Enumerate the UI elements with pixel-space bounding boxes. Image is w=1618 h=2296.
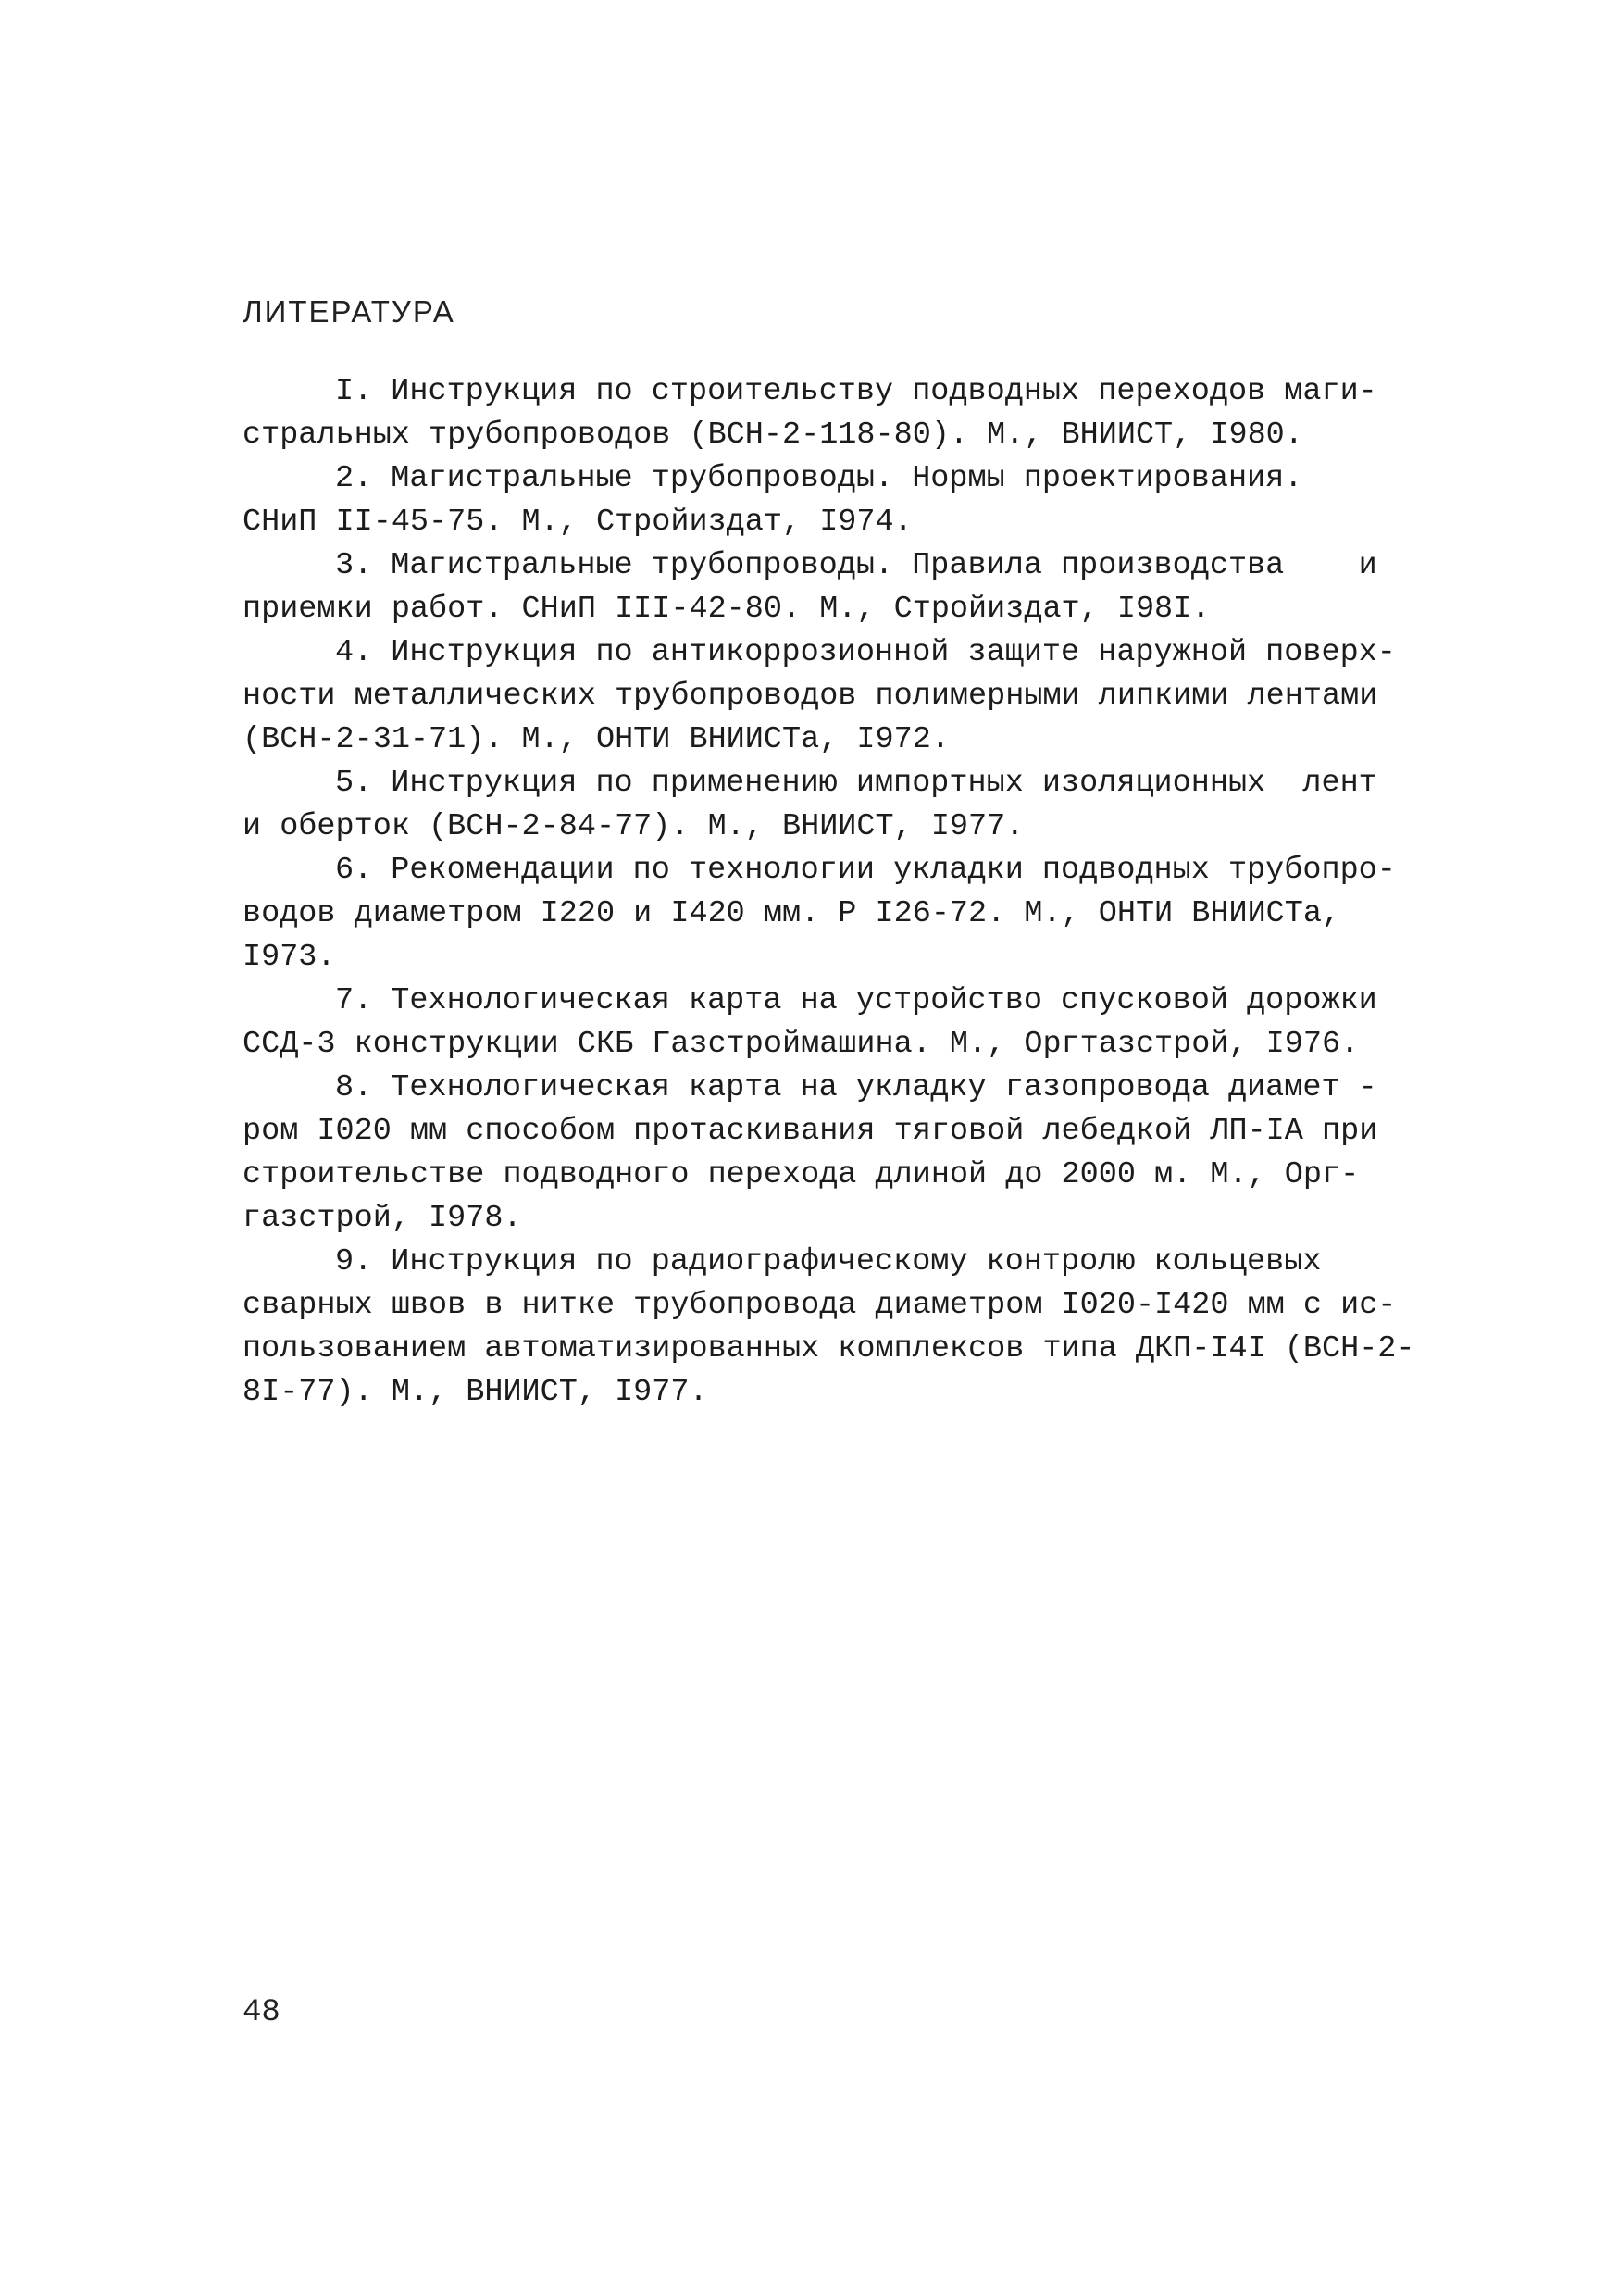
reference-item xyxy=(243,544,1390,631)
page-number: 48 xyxy=(243,1995,280,2030)
reference-line: и оберток (ВСН-2-84-77). М., ВНИИСТ, I977. xyxy=(243,809,1025,844)
page-title: ЛИТЕРАТУРА xyxy=(243,294,455,329)
reference-line: газстрой, I978. xyxy=(243,1201,522,1236)
reference-line: 5. Инструкция по применению импортных изоляционных лент xyxy=(335,766,1377,801)
reference-line: приемки работ. СНиП III-42-80. М., Стройиздат, I98I. xyxy=(243,592,1211,627)
reference-item xyxy=(243,1241,1415,1415)
reference-line: ССД-3 конструкции СКБ Газстроймашина. М., Оргтазстрой, I976. xyxy=(243,1027,1360,1062)
reference-line: ности металлических трубопроводов полимерными липкими лентами xyxy=(243,679,1378,714)
reference-line: 7. Технологическая карта на устройство спусковой дорожки xyxy=(335,983,1377,1018)
reference-line: 8I-77). М., ВНИИСТ, I977. xyxy=(243,1375,708,1410)
reference-line: строительстве подводного перехода длиной до 2000 м. М., Орг- xyxy=(243,1157,1360,1192)
reference-line: 9. Инструкция по радиографическому контролю кольцевых xyxy=(335,1244,1322,1279)
reference-item xyxy=(243,762,1390,849)
reference-line: пользованием автоматизированных комплексов типа ДКП-I4I (ВСН-2- xyxy=(243,1331,1415,1366)
reference-item xyxy=(243,1067,1390,1241)
reference-line: I973. xyxy=(243,940,336,975)
reference-line: стральных трубопроводов (ВСН-2-118-80). М., ВНИИСТ, I980. xyxy=(243,418,1303,453)
reference-item xyxy=(243,370,1390,457)
reference-line: сварных швов в нитке трубопровода диаметром I020-I420 мм с ис- xyxy=(243,1288,1397,1323)
reference-item xyxy=(243,631,1396,762)
reference-line: 8. Технологическая карта на укладку газопровода диамет - xyxy=(335,1070,1377,1105)
reference-line: I. Инструкция по строительству подводных переходов маги- xyxy=(335,374,1377,409)
reference-line: 4. Инструкция по антикоррозионной защите наружной поверх- xyxy=(335,635,1396,670)
reference-item xyxy=(243,980,1390,1067)
reference-item xyxy=(243,849,1396,980)
reference-line: 2. Магистральные трубопроводы. Нормы проектирования. xyxy=(335,461,1303,496)
reference-line: (ВСН-2-31-71). М., ОНТИ ВНИИСТа, I972. xyxy=(243,722,950,757)
reference-item xyxy=(243,457,1390,544)
reference-line: 6. Рекомендации по технологии укладки подводных трубопро- xyxy=(335,853,1396,888)
reference-line: ром I020 мм способом протаскивания тяговой лебедкой ЛП-IА при xyxy=(243,1114,1378,1149)
reference-line: 3. Магистральные трубопроводы. Правила производства и xyxy=(335,548,1377,583)
reference-line: СНиП II-45-75. М., Стройиздат, I974. xyxy=(243,505,913,540)
reference-list xyxy=(243,370,1415,1415)
reference-line: водов диаметром I220 и I420 мм. Р I26-72. М., ОНТИ ВНИИСТа, xyxy=(243,896,1341,931)
